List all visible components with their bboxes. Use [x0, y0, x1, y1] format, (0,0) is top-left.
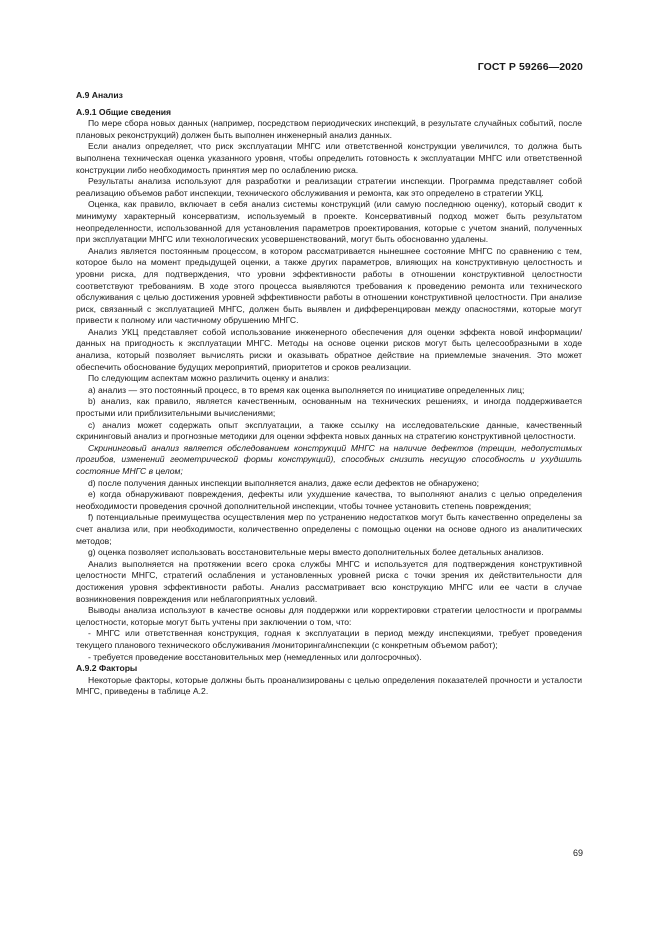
dash-item: - требуется проведение восстановительных мер (немедленных или долгосрочных). [88, 651, 422, 662]
list-item: f) потенциальные преимущества осуществления мер по устранению недостатков могут быть качественно определены за счет анализа или, при необходимости, количественно определены с помощью оценки на основе одного из аналитических методов; [76, 512, 582, 546]
standard-code: ГОСТ Р 59266—2020 [477, 61, 583, 73]
paragraph: Результаты анализа используют для разработки и реализации стратегии инспекции. Программа представляет собой реализацию объемов работ инспекции, технического обслуживания и ремонта, как это определено в стратегии УКЦ. [76, 176, 582, 198]
list-item: d) после получения данных инспекции выполняется анализ, даже если дефектов не обнаружено; [88, 477, 480, 488]
subsection-heading-general: А.9.1 Общие сведения [76, 106, 172, 117]
list-item: a) анализ — это постоянный процесс, в то время как оценка выполняется по инициативе определенных лиц; [88, 384, 525, 395]
list-item: b) анализ, как правило, является качественным, основанным на технических решениях, и иногда поддерживается простыми или приблизительными вычислениями; [76, 396, 582, 419]
list-item: c) анализ может содержать опыт эксплуатации, а также ссылку на исследовательские данные, качественный скрининговый анализ и прогнозные методики для оценки эффекта новых данных на стратегию конструктивной целостности. [76, 419, 582, 442]
paragraph: Выводы анализа используют в качестве основы для поддержки или корректировки стратегии целостности и программы целостности, которые могут быть учтены при заключении о том, что: [76, 605, 582, 627]
paragraph: Если анализ определяет, что риск эксплуатации МНГС или ответственной конструкции увеличился, то должна быть выполнена техническая оценка указанного уровня, чтобы определить готовность к эксплуатации МНГС или ответственной конструкции либо необходимость принятия мер по ослаблению риска. [76, 141, 582, 175]
paragraph: По мере сбора новых данных (например, посредством периодических инспекций, в результате случайных событий, после плановых реконструкций) должен быть выполнен инженерный анализ данных. [76, 118, 582, 140]
list-item: e) когда обнаруживают повреждения, дефекты или ухудшение качества, то выполняют анализ с целью определения необходимости проведения срочной дополнительной инспекции, чтобы точнее установить степень повреждения; [76, 489, 582, 511]
paragraph: Анализ выполняется на протяжении всего срока службы МНГС и используется для подтверждения конструктивной целостности МНГС, стратегий ослабления и установленных уровней риска с точки зрения их действительности для достижения уровня эффективности работы. Анализ рассматривает всю конструкцию МНГС или ее части в случае возникновения повреждения или неблагоприятных условий. [76, 558, 582, 604]
paragraph: Анализ УКЦ представляет собой использование инженерного обеспечения для оценки эффекта новой информации/данных на пригодность к эксплуатации МНГС. Методы на основе оценки рисков могут быть целесообразными в ходе анализа, который позволяет вычислять риски и оказывать обратное действие на приемлемые значения. Это может обеспечить обоснование будущих мероприятий, приоритетов и сроков реализации. [76, 326, 582, 372]
page-content [76, 90, 582, 698]
paragraph: По следующим аспектам можно различить оценку и анализ: [88, 373, 330, 384]
paragraph: Оценка, как правило, включает в себя анализ системы конструкций (или самую последнюю оценку), который сводит к минимуму характерный консерватизм, используемый в проекте. Консервативный подход может быть результатом неопределенности, использованной для установления параметров проектирования, которые с учетом знаний, полученных при эксплуатации МНГС или технологических усовершенствований, могут быть обоснованно удалены. [76, 199, 582, 245]
list-item: g) оценка позволяет использовать восстановительные меры вместо дополнительных более детальных анализов. [88, 547, 544, 558]
paragraph: Некоторые факторы, которые должны быть проанализированы с целью определения показателей прочности и усталости МНГС, приведены в таблице А.2. [76, 674, 582, 697]
paragraph: Анализ является постоянным процессом, в котором рассматривается нынешнее состояние МНГС по сравнению с тем, которое было на момент предыдущей оценки, а также других параметров, влияющих на конструктивную целостность и уровни риска, для подтверждения, что уровни эффективности работы в отношении конструктивной целостности соответствуют требованиям. В ходе этого процесса выявляются требования к проведению ремонта или технического обслуживания с целью достижения уровней эффективности работы в отношении конструктивной целостности. При анализе риск, связанный с эксплуатацией МНГС, должен быть выявлен и дифференцирован между опасностями, которые могут привести к полному или частичному обрушению МНГС. [76, 245, 582, 326]
subsection-heading-factors: А.9.2 Факторы [76, 663, 138, 674]
italic-note: Скрининговый анализ является обследованием конструкций МНГС на наличие дефектов (трещин, недопустимых прогибов, изменений геометрической формы конструкций), способных снизить несущую способность и ухудшить состояние МНГС в целом; [76, 442, 582, 476]
dash-item: - МНГС или ответственная конструкция, годная к эксплуатации в период между инспекциями, требует проведения текущего планового технического обслуживания /мониторинга/инспекции (с конкретным объемом работ); [76, 628, 582, 650]
section-heading: А.9 Анализ [76, 90, 123, 100]
page-number: 69 [572, 848, 583, 858]
